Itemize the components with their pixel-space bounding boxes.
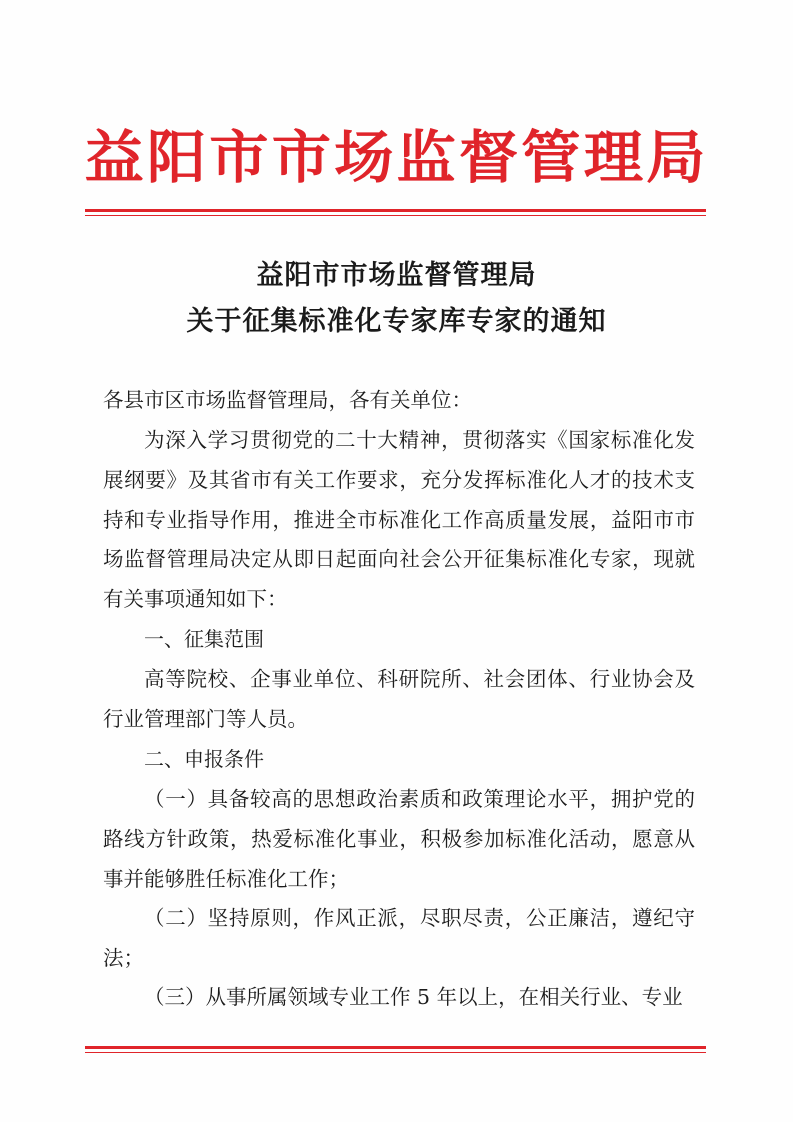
red-rule-thick-line — [85, 1046, 706, 1049]
masthead-red-rule — [85, 209, 706, 216]
condition-item-3: （三）从事所属领域专业工作 5 年以上，在相关行业、专业 — [144, 985, 683, 1009]
salutation: 各县市区市场监督管理局，各有关单位： — [103, 388, 472, 412]
footer-red-rule — [85, 1046, 706, 1053]
document-title-line-2: 关于征集标准化专家库专家的通知 — [186, 306, 607, 337]
red-rule-thin-line — [85, 1052, 706, 1053]
condition-item-2: （二）坚持原则，作风正派，尽职尽责，公正廉洁，遵纪守法； — [103, 906, 695, 970]
section-scope-paragraph: 高等院校、企事业单位、科研院所、社会团体、行业协会及行业管理部门等人员。 — [103, 667, 695, 731]
red-rule-thin-line — [85, 215, 706, 216]
masthead-agency-name: 益阳市市场监督管理局 — [84, 124, 709, 191]
section-heading-conditions: 二、申报条件 — [144, 747, 264, 771]
intro-paragraph: 为深入学习贯彻党的二十大精神，贯彻落实《国家标准化发展纲要》及其省市有关工作要求，充分发挥标准化人才的技术支持和专业指导作用，推进全市标准化工作高质量发展，益阳市市场监督管理局决定从即日起面向社会公开征集标准化专家，现就有关事项通知如下： — [103, 428, 695, 612]
condition-item-1: （一）具备较高的思想政治素质和政策理论水平，拥护党的路线方针政策，热爱标准化事业，积极参加标准化活动，愿意从事并能够胜任标准化工作； — [103, 787, 695, 891]
section-heading-scope: 一、征集范围 — [144, 627, 264, 651]
red-rule-thick-line — [85, 209, 706, 212]
document-title-line-1: 益阳市市场监督管理局 — [256, 260, 537, 291]
